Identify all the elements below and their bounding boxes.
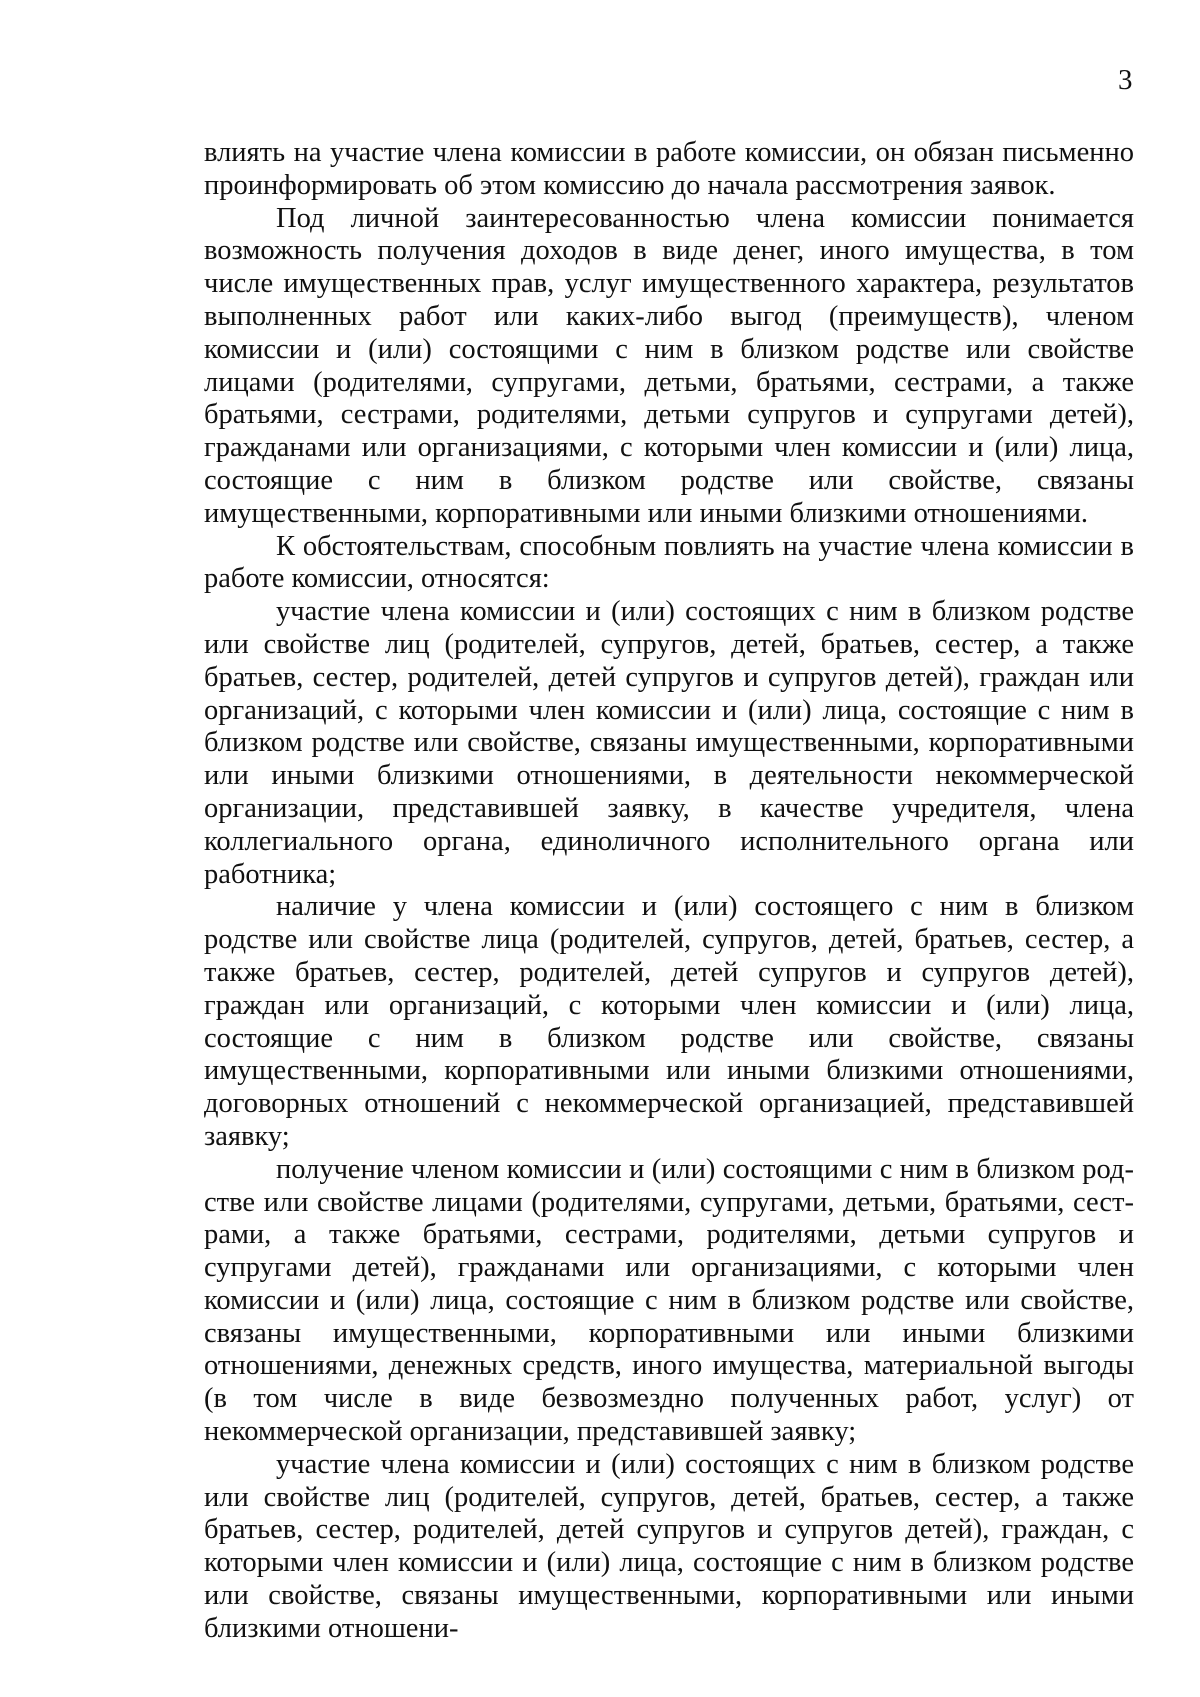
list-item-participation: участие члена комиссии и (или) состоящих с ним в близком родстве или свойстве лиц (родителей, супругов, детей, братьев, сестер, а также братьев, сестер, родителей, детей супругов и супругов детей), граждан или организаций, с которыми член комиссии и (или) лица, состоящие с ним в близком родстве или свойстве, связаны имущественными, корпоративными или иными близкими отношениями, в деятельности некоммерческой организации, представившей заявку, в качестве учредителя, члена коллегиального органа, единоличного исполнительного органа или работника; [204, 596, 1134, 890]
list-item-contract-relations: наличие у члена комиссии и (или) состоящего с ним в близком родстве или свойстве лица (родителей, супругов, детей, братьев, сестер, а также братьев, сестер, родителей, детей супругов и супругов детей), граждан или организаций, с которыми член комиссии и (или) лица, состоящие с ним в близком родстве или свойстве, связаны имущественными, корпоративными или иными близкими отношениями, договорных отношений с некоммерческой организацией, представившей заявку; [204, 891, 1134, 1152]
paragraph-continuation: влиять на участие члена комиссии в работе комиссии, он обязан письменно проинформировать об этом комиссию до начала рассмотрения заявок. [204, 137, 1134, 201]
page-number: 3 [1118, 64, 1133, 96]
paragraph-circumstances-intro: К обстоятельствам, способным повлиять на участие члена комиссии в работе комиссии, относятся: [204, 530, 1134, 595]
document-body [204, 137, 1134, 1646]
list-item-receipt-of-funds: получение членом комиссии и (или) состоящими с ним в близком родстве или свойстве лицами (родителями, супругами, детьми, братьями, сестрами, а также братьями, сестрами, родителями, детьми супругов и супругами детей), гражданами или организациями, с которыми член комиссии и (или) лица, состоящие с ним в близком родстве или свойстве, связаны имущественными, корпоративными или иными близкими отношениями, денежных средств, иного имущества, материальной выгоды (в том числе в виде безвозмездно полученных работ, услуг) от некоммерческой организации, представившей заявку; [204, 1153, 1134, 1448]
list-item-participation-citizens: участие члена комиссии и (или) состоящих с ним в близком родстве или свойстве лиц (родителей, супругов, детей, братьев, сестер, а также братьев, сестер, родителей, детей супругов и супругов детей), граждан, с которыми член комиссии и (или) лица, состоящие с ним в близком родстве или свойстве, связаны имущественными, корпоративными или иными близкими отношени- [204, 1448, 1134, 1644]
paragraph-personal-interest-definition: Под личной заинтересованностью члена комиссии понимается возможность получения доходов в виде денег, иного имущества, в том числе имущественных прав, услуг имущественного характера, результатов выполненных работ или каких-либо выгод (преимуществ), членом комиссии и (или) состоящими с ним в близком родстве или свойстве лицами (родителями, супругами, детьми, братьями, сестрами, а также братьями, сестрами, родителями, детьми супругов и супругами детей), гражданами или организациями, с которыми член комиссии и (или) лица, состоящие с ним в близком родстве или свойстве, связаны имущественными, корпоративными или иными близкими отношениями. [204, 202, 1134, 529]
